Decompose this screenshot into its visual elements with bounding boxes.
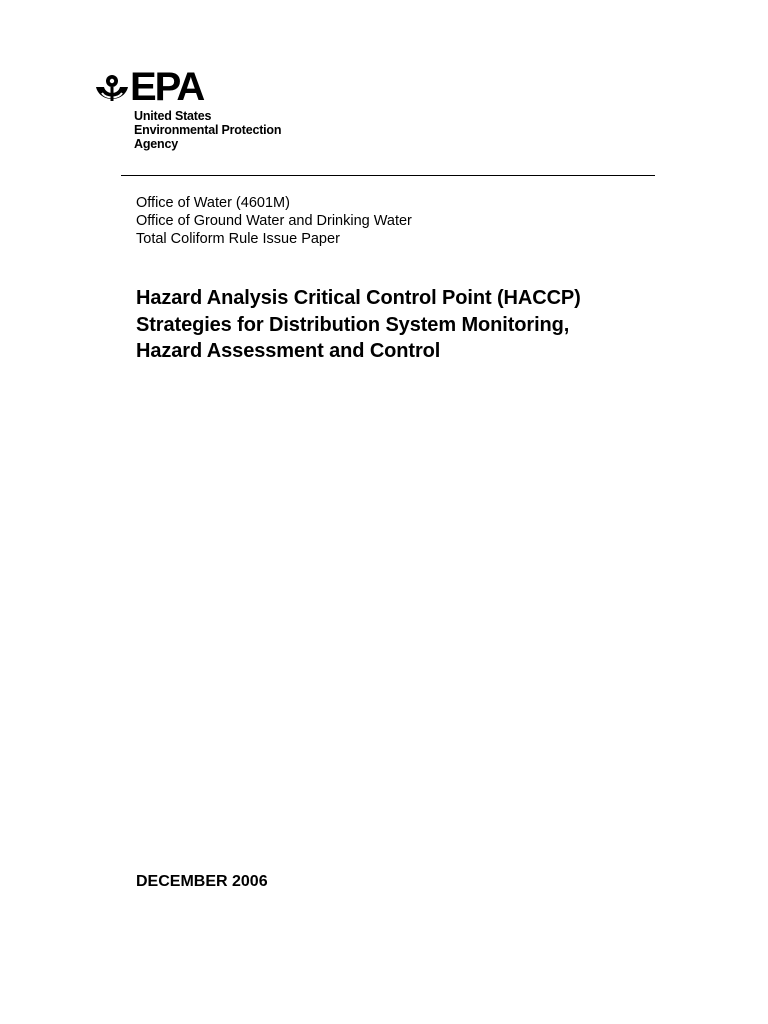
title-line: Hazard Analysis Critical Control Point (HACCP) — [136, 287, 581, 309]
epa-wordmark: EPA — [130, 65, 204, 109]
office-block — [136, 194, 412, 248]
agency-line: United States — [134, 109, 212, 123]
agency-line: Environmental Protection — [134, 123, 282, 137]
document-title — [136, 285, 696, 365]
horizontal-divider — [121, 175, 655, 176]
agency-line: Agency — [134, 137, 178, 151]
agency-name — [134, 109, 281, 151]
office-line: Office of Water (4601M) — [136, 195, 290, 211]
title-line: Hazard Assessment and Control — [136, 340, 441, 362]
epa-flower-icon — [94, 73, 130, 109]
title-line: Strategies for Distribution System Monitoring, — [136, 313, 570, 336]
office-line: Office of Ground Water and Drinking Water — [136, 213, 412, 229]
office-line: Total Coliform Rule Issue Paper — [136, 231, 340, 247]
publication-date: DECEMBER 2006 — [136, 873, 268, 890]
